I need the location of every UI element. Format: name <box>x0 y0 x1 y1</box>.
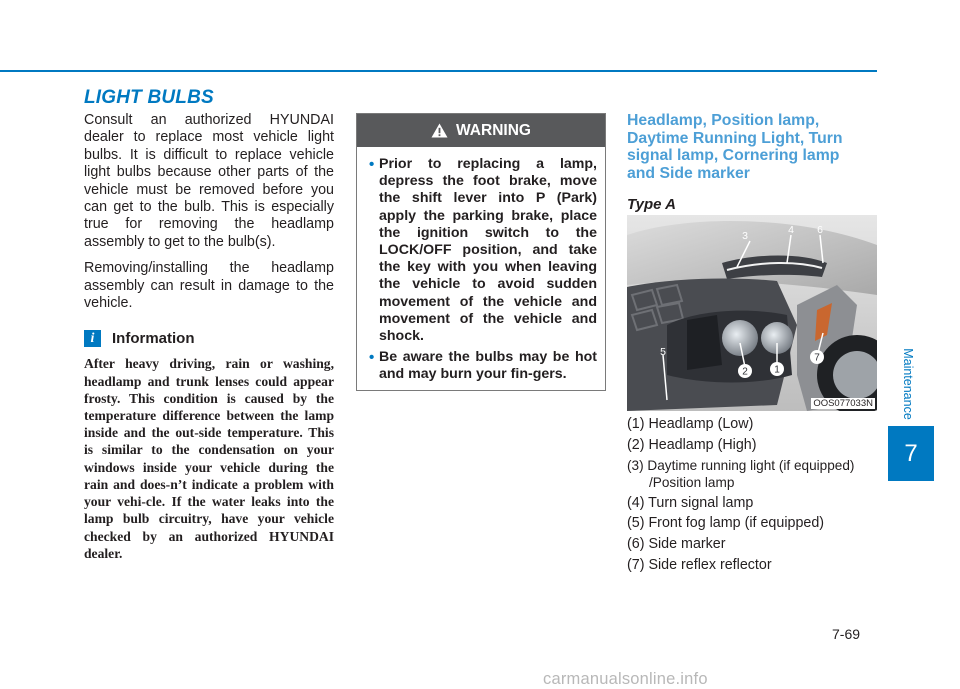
warning-triangle-icon <box>431 123 448 138</box>
warning-title: WARNING <box>456 121 531 139</box>
parts-list-item: (2) Headlamp (High) <box>627 436 757 453</box>
subsection-title-line: Daytime Running Light, Turn <box>627 129 843 147</box>
callout-4: 4 <box>788 224 794 236</box>
page-number: 7-69 <box>832 626 861 642</box>
warning-list <box>357 147 605 384</box>
headlamp-illustration <box>627 215 877 411</box>
side-tab-label-text: Maintenance <box>901 348 915 420</box>
parts-list-item <box>627 457 882 491</box>
parts-list <box>627 416 882 577</box>
parts-list-item-text: (3) Daytime running light (if equipped) <box>627 458 855 474</box>
parts-list-item: (6) Side marker <box>627 535 726 552</box>
left-column <box>84 112 334 562</box>
subsection-title <box>627 112 879 182</box>
information-icon: i <box>84 330 101 347</box>
callout-7: 7 <box>814 352 820 364</box>
callout-1: 1 <box>774 364 780 376</box>
intro-paragraph-2: Removing/installing the headlamp assembly can result in damage to the vehicle. <box>84 260 334 312</box>
section-title: LIGHT BULBS <box>84 87 214 108</box>
callout-5: 5 <box>660 346 666 358</box>
warning-item: • Be aware the bulbs may be hot and may burn your fin-gers. <box>369 349 597 383</box>
parts-list-item-continuation: /Position lamp <box>649 475 735 491</box>
callout-2: 2 <box>742 366 748 378</box>
parts-list-item: (4) Turn signal lamp <box>627 494 754 511</box>
parts-list-item: (7) Side reflex reflector <box>627 556 772 573</box>
top-rule <box>0 70 877 72</box>
watermark: carmanualsonline.info <box>543 670 708 688</box>
callout-6: 6 <box>817 224 823 236</box>
parts-list-item: (5) Front fog lamp (if equipped) <box>627 515 825 532</box>
information-text: After heavy driving, rain or washing, headlamp and trunk lenses could appear frosty. This condition is caused by the temperature difference between the lamp inside and the out-side temperature. This is similar to the condensation on your windows inside your vehicle during the rain and does-n’t indicate a problem with your vehi-cle. If the water leaks into the lamp bulb circuitry, have your vehicle checked by an authorized HYUNDAI dealer. <box>84 356 334 561</box>
right-column <box>627 112 879 213</box>
warning-item: • Prior to replacing a lamp, depress the foot brake, move the shift lever into P (Park) apply the parking brake, place the ignition switch to the LOCK/OFF position, and take the key with you when leaving the vehicle to avoid sudden movement of the vehicle and movement of the vehicle and shock. <box>369 156 597 345</box>
subsection-title-line: signal lamp, Cornering lamp <box>627 147 840 165</box>
information-header <box>84 330 334 347</box>
image-code: OOS077033N <box>813 398 873 409</box>
intro-paragraph-1: Consult an authorized HYUNDAI dealer to replace most vehicle light bulbs. It is difficult to replace vehicle light bulbs because other parts of the vehicle must be removed before you can get to the bulb. This is especially true for removing the headlamp assembly to get to the bulb(s). <box>84 112 334 250</box>
callout-3: 3 <box>742 230 748 242</box>
headlamp-photo <box>627 215 877 411</box>
subsection-title-line: and Side marker <box>627 164 750 182</box>
warning-box <box>356 113 606 391</box>
subsection-title-line: Headlamp, Position lamp, <box>627 112 820 129</box>
parts-list-item: (1) Headlamp (Low) <box>627 416 754 432</box>
type-label: Type A <box>627 196 676 214</box>
warning-header <box>357 114 605 147</box>
side-tab-label <box>893 345 923 423</box>
chapter-tab: 7 <box>888 426 934 481</box>
information-title: Information <box>112 330 195 348</box>
